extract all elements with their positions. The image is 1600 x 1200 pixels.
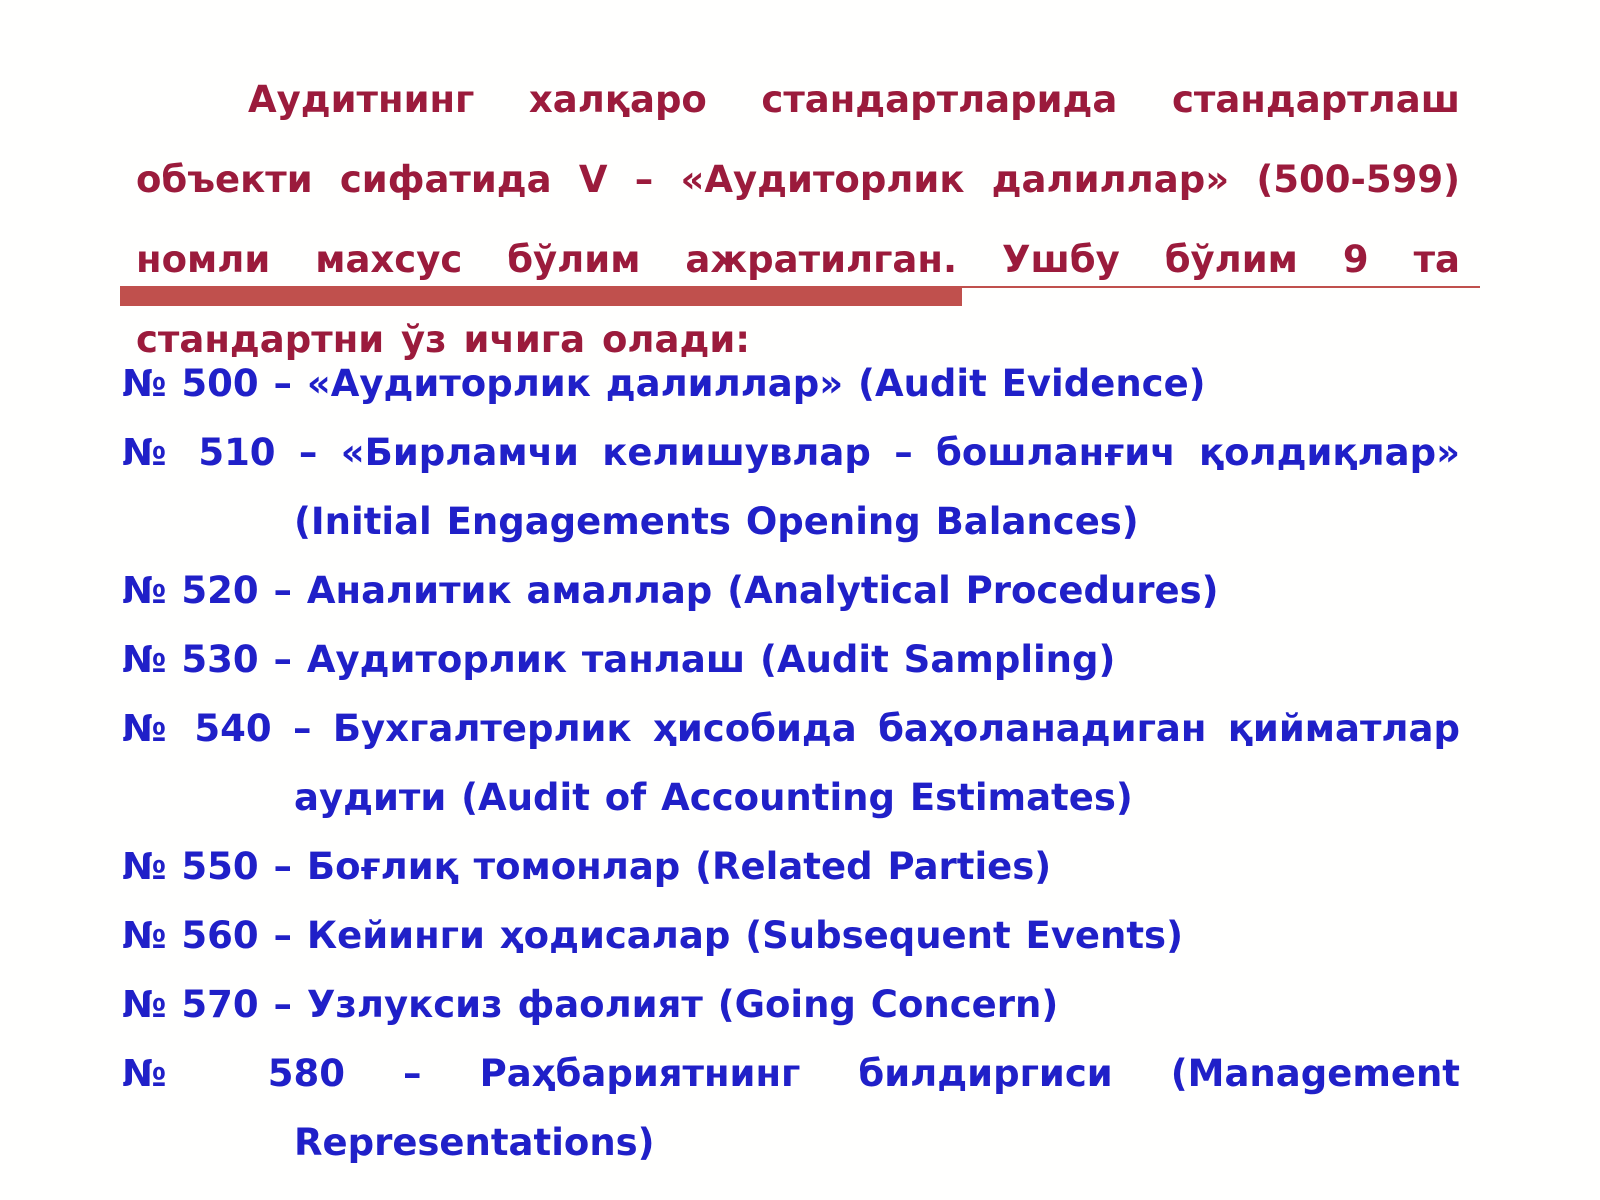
standard-item-530: № 530 – Аудиторлик танлаш (Audit Sampling) [122, 638, 1116, 681]
standard-item-510: № 510 – «Бирламчи келишувлар – бошланғич қолдиқлар» (Initial Engagements Opening Balances) [122, 431, 1460, 543]
intro-paragraph: Аудитнинг халқаро стандартларида стандартлаш объекти сифатида V – «Аудиторлик далиллар» (500-599) номли махсус бўлим ажратилган. Ушбу бўлим 9 та стандартни ўз ичига олади: [136, 78, 1460, 361]
standard-item-540: № 540 – Бухгалтерлик ҳисобида баҳоланадиган қийматлар аудити (Audit of Accounting Estimates) [122, 707, 1460, 819]
section-divider [120, 286, 1480, 306]
divider-thick-bar [120, 286, 962, 306]
standards-list [122, 349, 1460, 1177]
standard-item-520: № 520 – Аналитик амаллар (Analytical Procedures) [122, 569, 1219, 612]
standard-item-570: № 570 – Узлуксиз фаолият (Going Concern) [122, 983, 1059, 1026]
standard-item-500: № 500 – «Аудиторлик далиллар» (Audit Evidence) [122, 362, 1206, 405]
standard-item-550: № 550 – Боғлиқ томонлар (Related Parties) [122, 845, 1052, 888]
standard-item-560: № 560 – Кейинги ҳодисалар (Subsequent Events) [122, 914, 1183, 957]
standard-item-580: № 580 – Раҳбариятнинг билдиргиси (Management Representations) [122, 1052, 1460, 1164]
divider-thin-line [962, 286, 1480, 288]
